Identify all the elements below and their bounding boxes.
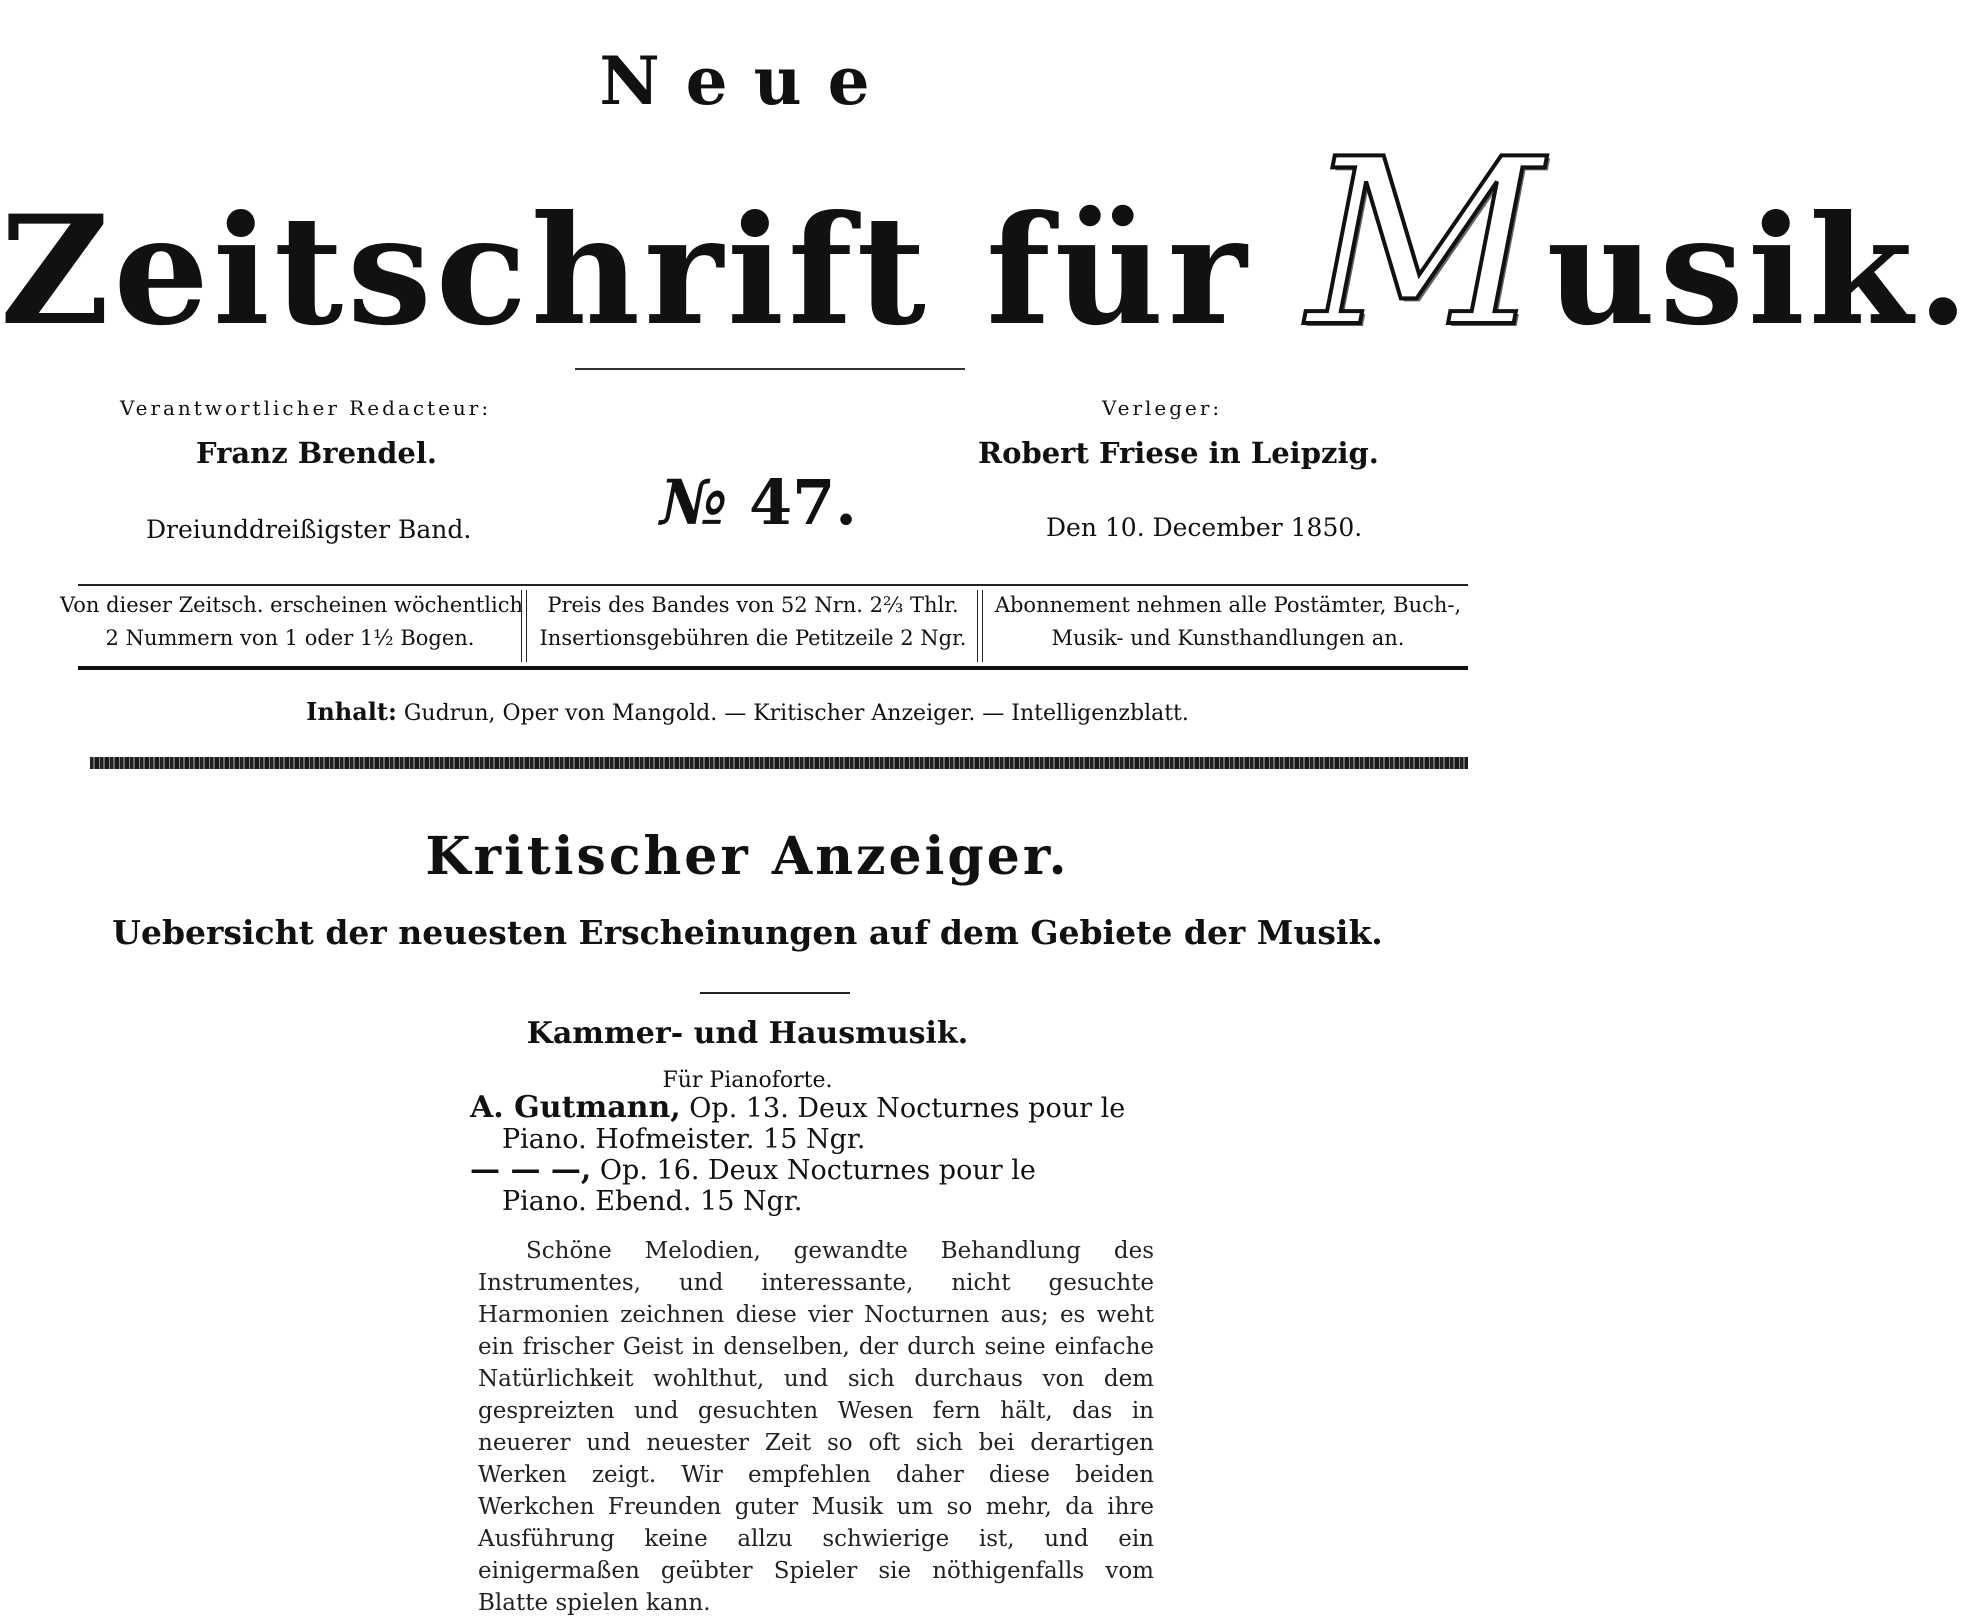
masthead-title-pre: Zeitschrift für	[0, 183, 1307, 359]
contents-line	[0, 697, 1495, 726]
entry-2-line1	[470, 1152, 1036, 1187]
entry-2-title: Op. 16. Deux Nocturnes pour le	[591, 1155, 1036, 1186]
info-box-col-price	[530, 589, 976, 655]
issue-number-value: 47.	[748, 466, 857, 539]
info-box-col-frequency	[60, 589, 524, 655]
section-divider-bar	[90, 757, 1468, 769]
category-heading: Kammer- und Hausmusik.	[526, 1016, 969, 1051]
review-text	[478, 1235, 1154, 1619]
masthead-title-post: usik.	[1546, 183, 1973, 359]
info-subscription-line1: Abonnement nehmen alle Postämter, Buch-,	[994, 593, 1462, 617]
entry-1-title: Op. 13. Deux Nocturnes pour le	[680, 1093, 1126, 1124]
editor-name: Franz Brendel.	[196, 436, 437, 470]
entry-1-line1	[470, 1090, 1125, 1125]
section-rule	[700, 992, 850, 994]
issue-date: Den 10. December 1850.	[1046, 513, 1363, 542]
publisher-role: Verleger:	[1102, 396, 1223, 420]
editor-role: Verantwortlicher Redacteur:	[120, 396, 492, 420]
publisher-name: Robert Friese in Leipzig.	[978, 436, 1379, 470]
info-subscription-line2: Musik- und Kunsthandlungen an.	[1051, 626, 1405, 650]
masthead-title-cap: M	[1306, 111, 1547, 378]
masthead-neue: Neue	[599, 42, 896, 120]
review-paragraph: Schöne Melodien, gewandte Behandlung des Instrumentes, und interessante, nicht gesuchte Harmonien zeichnen diese vier Nocturnen aus; es weht ein frischer Geist in denselben, der durch seine einfache Natürlichkeit wohlthut, und sich durchaus von dem gespreizten und gesuchten Wesen fern hält, das in neuerer und neuester Zeit so oft sich bei derartigen Werken zeigt. Wir empfehlen daher diese beiden Werkchen Freunden guter Musik um so mehr, da ihre Ausführung keine allzu schwierige ist, und ein einigermaßen geübter Spieler sie nöthigenfalls vom Blatte spielen kann.	[478, 1238, 1154, 1616]
entry-2-line2: Piano. Ebend. 15 Ngr.	[502, 1186, 803, 1217]
info-frequency-line2: 2 Nummern von 1 oder 1½ Bogen.	[105, 626, 475, 650]
entry-1-line2: Piano. Hofmeister. 15 Ngr.	[502, 1124, 866, 1155]
contents-label: Inhalt:	[306, 697, 397, 726]
masthead-title	[0, 111, 1973, 386]
info-box-col-subscription	[986, 589, 1470, 655]
section-title: Kritischer Anzeiger.	[425, 826, 1070, 887]
issue-number	[660, 466, 900, 539]
volume-label: Dreiunddreißigster Band.	[146, 515, 472, 544]
info-frequency-line1: Von dieser Zeitsch. erscheinen wöchentlich	[60, 593, 524, 617]
section-subtitle: Uebersicht der neuesten Erscheinungen auf dem Gebiete der Musik.	[112, 913, 1383, 952]
info-box-divider-2	[977, 590, 983, 662]
info-box-top-rule	[78, 584, 1468, 586]
masthead-rule	[575, 368, 965, 370]
entry-1-author: A. Gutmann,	[470, 1090, 681, 1125]
entry-2-author: — — —,	[470, 1152, 592, 1187]
contents-items: Gudrun, Oper von Mangold. — Kritischer Anzeiger. — Intelligenzblatt.	[403, 701, 1189, 726]
info-box-divider-1	[521, 590, 527, 662]
instrument-heading: Für Pianoforte.	[662, 1068, 833, 1093]
info-price-line2: Insertionsgebühren die Petitzeile 2 Ngr.	[539, 626, 967, 650]
info-box-bottom-rule	[78, 666, 1468, 670]
info-price-line1: Preis des Bandes von 52 Nrn. 2⅔ Thlr.	[547, 593, 959, 617]
issue-number-symbol: №	[660, 466, 728, 539]
